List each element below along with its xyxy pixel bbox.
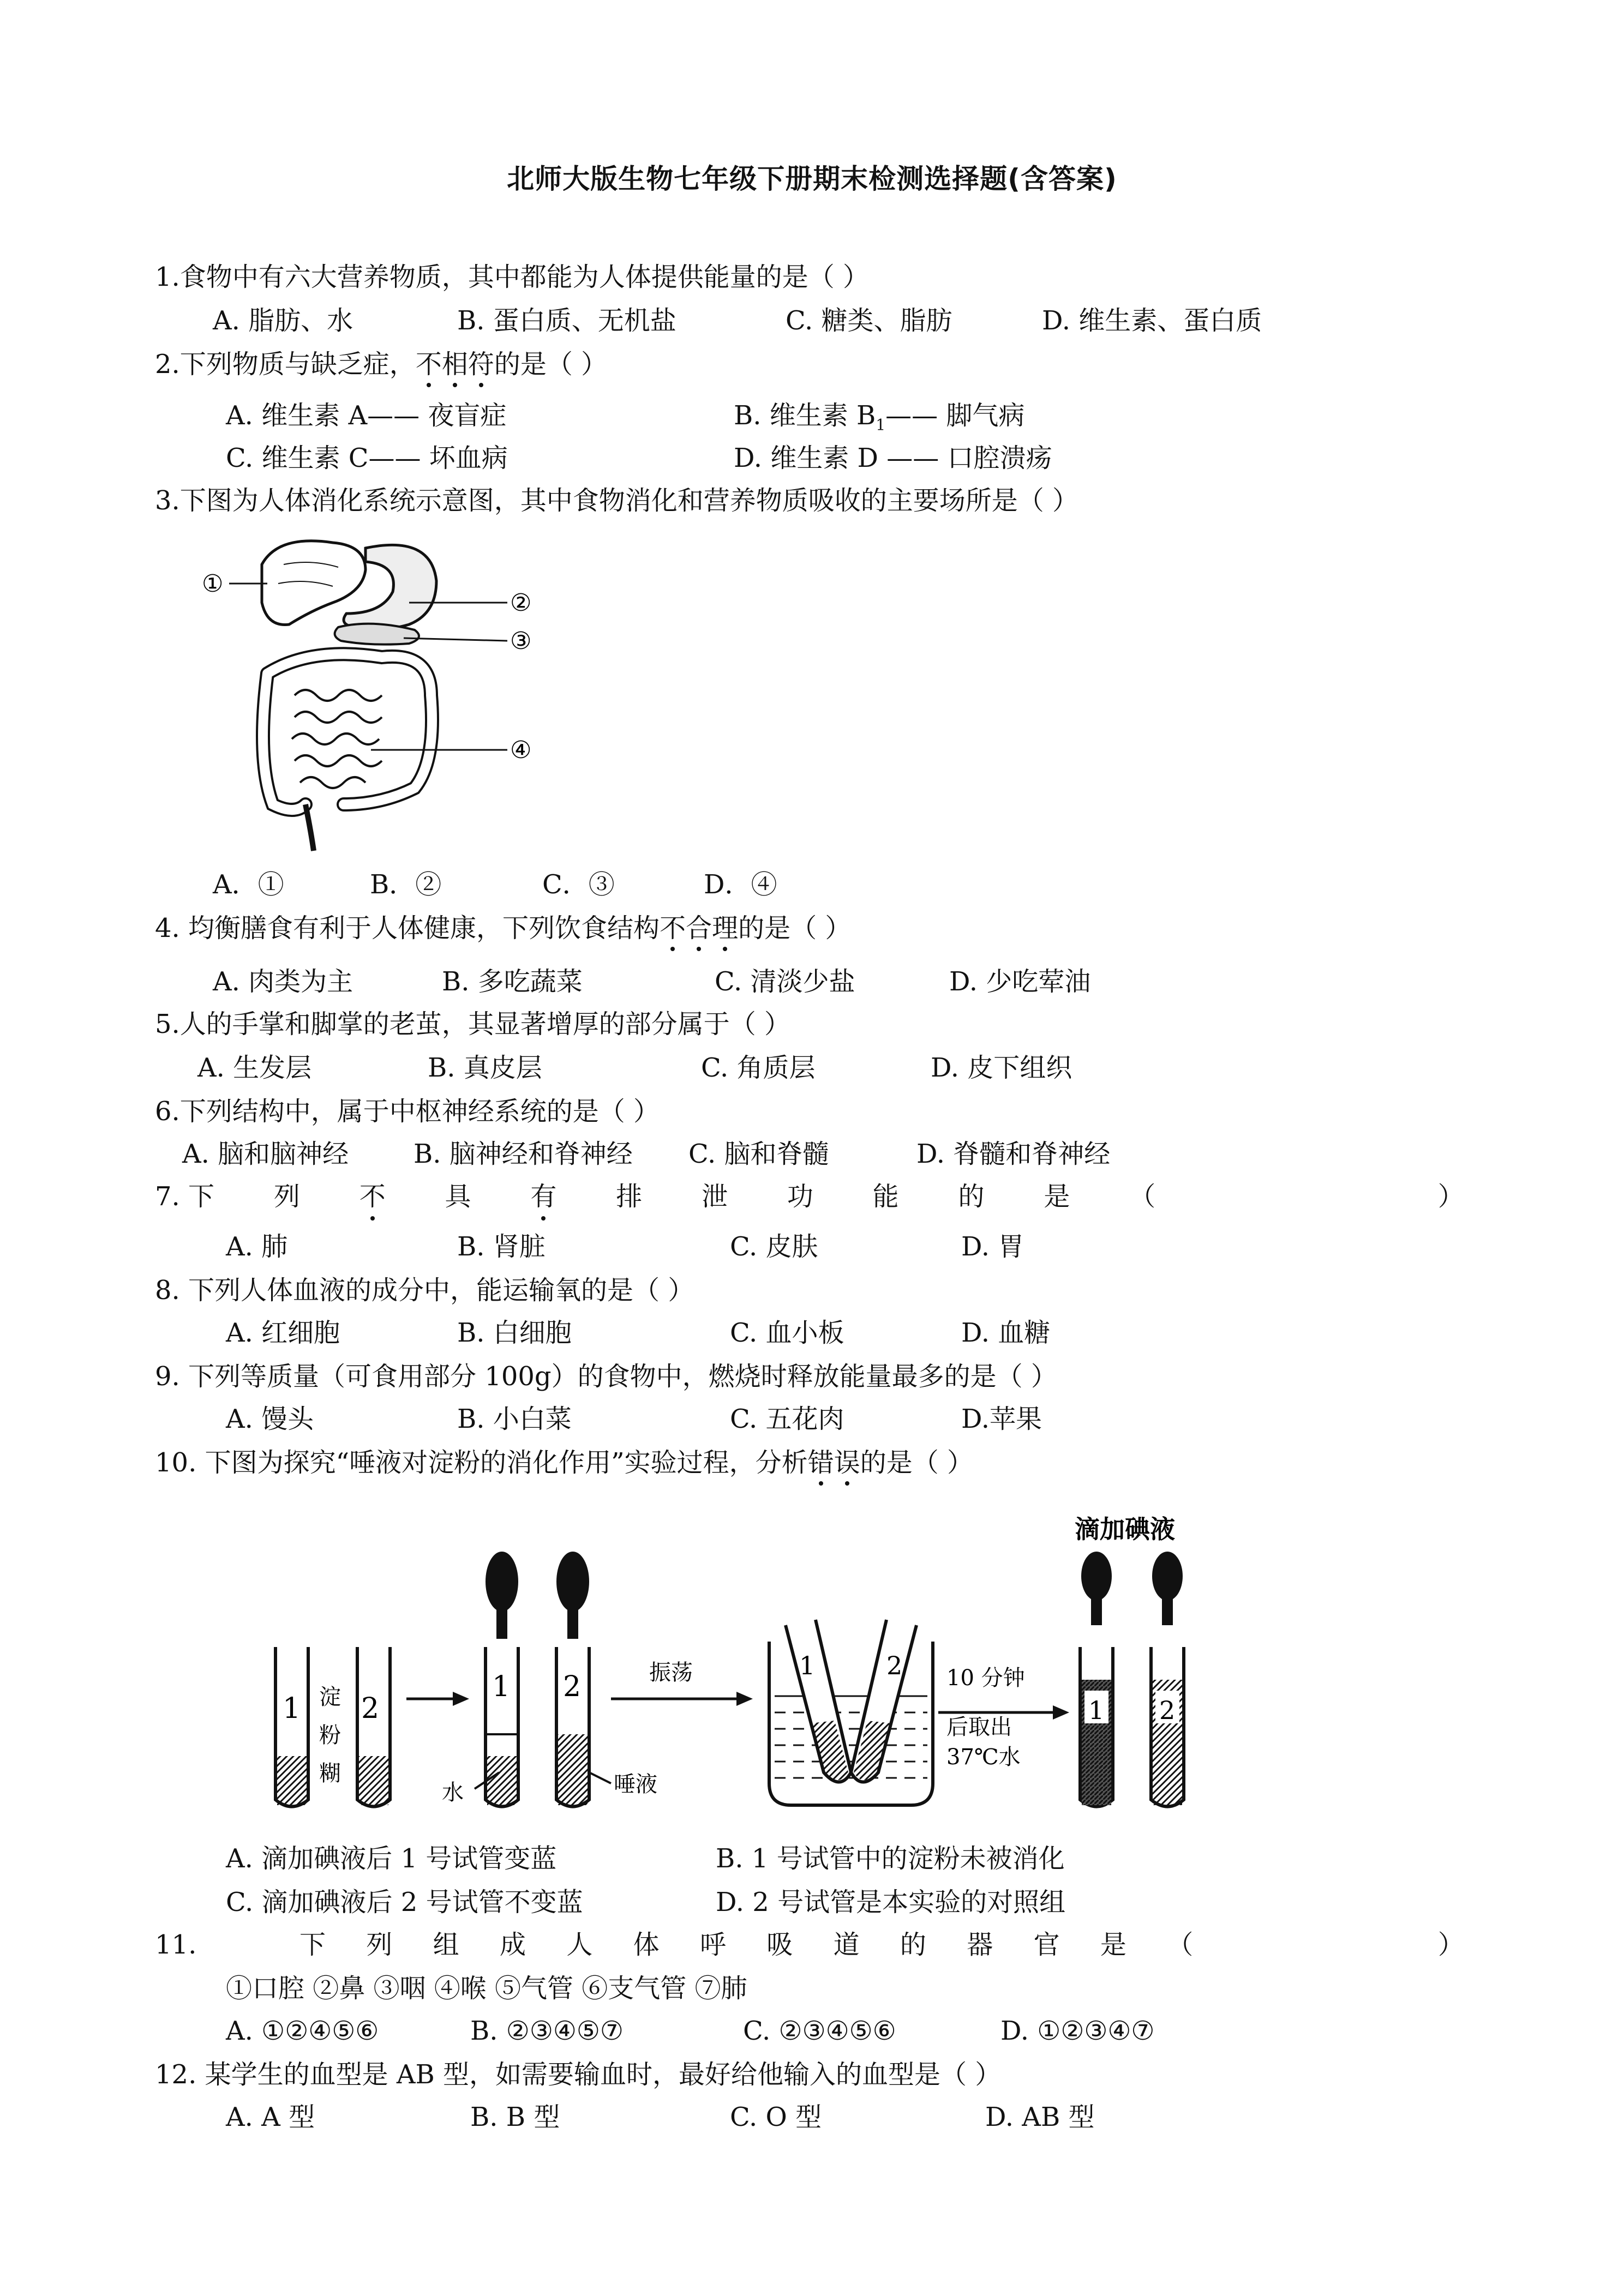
question-12-stem: 12. 某学生的血型是 AB 型，如需要输血时，最好给他输入的血型是（ ） bbox=[155, 2059, 1002, 2090]
question-5-stem: 5.人的手掌和脚掌的老茧，其显著增厚的部分属于（ ） bbox=[155, 1009, 791, 1039]
question-11-option-a: A. ①②④⑤⑥ bbox=[226, 2016, 379, 2046]
drip-iodine-label: 滴加碘液 bbox=[1075, 1516, 1175, 1544]
question-4-option-c: C. 清淡少盐 bbox=[715, 966, 855, 997]
question-10-option-a: A. 滴加碘液后 1 号试管变蓝 bbox=[226, 1843, 557, 1874]
question-10-stem: 10. 下图为探究“唾液对淀粉的消化作用”实验过程，分析错误的是（ ） bbox=[155, 1447, 973, 1478]
question-3-option-d: D．④ bbox=[704, 869, 777, 900]
question-7-option-a: A. 肺 bbox=[226, 1231, 288, 1262]
question-10-option-b: B. 1 号试管中的淀粉未被消化 bbox=[716, 1843, 1065, 1874]
tube-1-label-d: 1 bbox=[1088, 1696, 1105, 1725]
question-9-option-c: C. 五花肉 bbox=[730, 1404, 844, 1434]
question-9-option-a: A. 馒头 bbox=[226, 1404, 314, 1434]
tube-2-label-b: 2 bbox=[563, 1670, 582, 1703]
question-7-option-b: B. 肾脏 bbox=[457, 1231, 546, 1262]
question-4-option-b: B. 多吃蔬菜 bbox=[442, 966, 583, 997]
question-6-option-a: A. 脑和脑神经 bbox=[182, 1139, 349, 1169]
question-4-option-a: A. 肉类为主 bbox=[213, 966, 353, 997]
starch-char-3: 糊 bbox=[319, 1761, 341, 1786]
question-11-option-d: D. ①②③④⑦ bbox=[1000, 2016, 1155, 2046]
question-5-option-b: B. 真皮层 bbox=[428, 1053, 542, 1083]
question-5-option-c: C. 角质层 bbox=[701, 1053, 816, 1083]
question-6-option-d: D. 脊髓和脊神经 bbox=[916, 1139, 1111, 1169]
question-11-stem: 11. 下 列 组 成 人 体 呼 吸 道 的 器 官 是 （ ） bbox=[155, 1930, 1464, 1960]
question-6-stem: 6.下列结构中，属于中枢神经系统的是（ ） bbox=[155, 1096, 660, 1127]
question-3-option-c: C．③ bbox=[542, 869, 615, 900]
tube-2-label-d: 2 bbox=[1159, 1696, 1176, 1725]
question-8-stem: 8. 下列人体血液的成分中，能运输氧的是（ ） bbox=[155, 1275, 694, 1306]
question-1-option-a: A. 脂肪、水 bbox=[213, 305, 353, 336]
question-12-option-d: D. AB 型 bbox=[985, 2102, 1095, 2132]
question-2-stem: 2.下列物质与缺乏症，不相符的是（ ） bbox=[155, 349, 608, 380]
water-label: 水 bbox=[442, 1780, 464, 1805]
question-5-option-d: D. 皮下组织 bbox=[931, 1053, 1072, 1083]
question-1-stem: 1.食物中有六大营养物质，其中都能为人体提供能量的是（ ） bbox=[155, 262, 870, 292]
question-10-option-d: D. 2 号试管是本实验的对照组 bbox=[716, 1887, 1066, 1918]
starch-paste-1 bbox=[277, 1756, 307, 1805]
question-4-stem: 4. 均衡膳食有利于人体健康，下列饮食结构不合理的是（ ） bbox=[155, 913, 852, 943]
question-4-option-d: D. 少吃荤油 bbox=[949, 966, 1091, 997]
question-9-stem: 9. 下列等质量（可食用部分 100g）的食物中，燃烧时释放能量最多的是（ ） bbox=[155, 1361, 1057, 1392]
take-out-label: 后取出 bbox=[946, 1715, 1012, 1740]
question-10-option-c: C. 滴加碘液后 2 号试管不变蓝 bbox=[226, 1887, 583, 1918]
question-5-option-a: A. 生发层 bbox=[197, 1053, 312, 1083]
question-8-option-a: A. 红细胞 bbox=[226, 1318, 340, 1348]
label-2: ② bbox=[510, 589, 532, 617]
question-6-option-c: C. 脑和脊髓 bbox=[688, 1139, 829, 1169]
ten-minutes-label: 10 分钟 bbox=[946, 1666, 1025, 1691]
tube-1-label-b: 1 bbox=[492, 1670, 511, 1703]
page-title: 北师大版生物七年级下册期末检测选择题(含答案) bbox=[507, 163, 1117, 195]
question-12-option-c: C. O 型 bbox=[730, 2102, 822, 2132]
starch-paste-2 bbox=[359, 1756, 388, 1805]
question-11-option-b: B. ②③④⑤⑦ bbox=[470, 2016, 624, 2046]
question-8-option-b: B. 白细胞 bbox=[457, 1318, 572, 1348]
tube-2-label-c: 2 bbox=[886, 1651, 903, 1680]
question-2-option-c: C. 维生素 C—— 坏血病 bbox=[226, 443, 508, 473]
tube-1-label-c: 1 bbox=[799, 1651, 816, 1680]
question-7-option-d: D. 胃 bbox=[961, 1231, 1024, 1262]
question-6-option-b: B. 脑神经和脊神经 bbox=[414, 1139, 633, 1169]
question-1-option-d: D. 维生素、蛋白质 bbox=[1042, 305, 1262, 336]
question-12-option-b: B. B 型 bbox=[470, 2102, 560, 2132]
saliva-starch-experiment-figure bbox=[213, 1516, 1287, 1822]
label-4: ④ bbox=[510, 736, 532, 764]
question-1-option-c: C. 糖类、脂肪 bbox=[786, 305, 952, 336]
question-7-stem: 7. 下 列 不 具 有 排 泄 功 能 的 是 （ ） bbox=[155, 1181, 1464, 1212]
question-2-option-a: A. 维生素 A—— 夜盲症 bbox=[226, 400, 507, 431]
question-8-option-c: C. 血小板 bbox=[730, 1318, 844, 1348]
question-2-option-d: D. 维生素 D —— 口腔溃疡 bbox=[734, 443, 1052, 473]
question-9-option-b: B. 小白菜 bbox=[457, 1404, 572, 1434]
question-3-option-a: A．① bbox=[213, 869, 284, 900]
question-7-option-c: C. 皮肤 bbox=[730, 1231, 818, 1262]
starch-char-1: 淀 bbox=[319, 1685, 341, 1710]
question-12-option-a: A. A 型 bbox=[226, 2102, 315, 2132]
question-1-option-b: B. 蛋白质、无机盐 bbox=[457, 305, 676, 336]
question-8-option-d: D. 血糖 bbox=[961, 1318, 1051, 1348]
question-11-items: ①口腔 ②鼻 ③咽 ④喉 ⑤气管 ⑥支气管 ⑦肺 bbox=[226, 1973, 747, 2004]
shake-label: 振荡 bbox=[649, 1660, 693, 1685]
saliva-label: 唾液 bbox=[614, 1772, 657, 1797]
label-3: ③ bbox=[510, 627, 532, 655]
starch-char-2: 粉 bbox=[319, 1723, 341, 1748]
question-3-stem: 3.下图为人体消化系统示意图，其中食物消化和营养物质吸收的主要场所是（ ） bbox=[155, 485, 1079, 516]
question-3-option-b: B．② bbox=[370, 869, 442, 900]
question-9-option-d: D.苹果 bbox=[961, 1404, 1042, 1434]
question-2-option-b: B. 维生素 $B_1——$ 脚气病 bbox=[734, 400, 1025, 434]
digestive-system-figure bbox=[202, 532, 573, 854]
label-1: ① bbox=[202, 570, 224, 598]
tube-2-label: 2 bbox=[361, 1692, 380, 1725]
water-temp-label: 37℃水 bbox=[946, 1745, 1021, 1770]
tube-1-label: 1 bbox=[283, 1692, 301, 1725]
question-11-option-c: C. ②③④⑤⑥ bbox=[743, 2016, 896, 2046]
